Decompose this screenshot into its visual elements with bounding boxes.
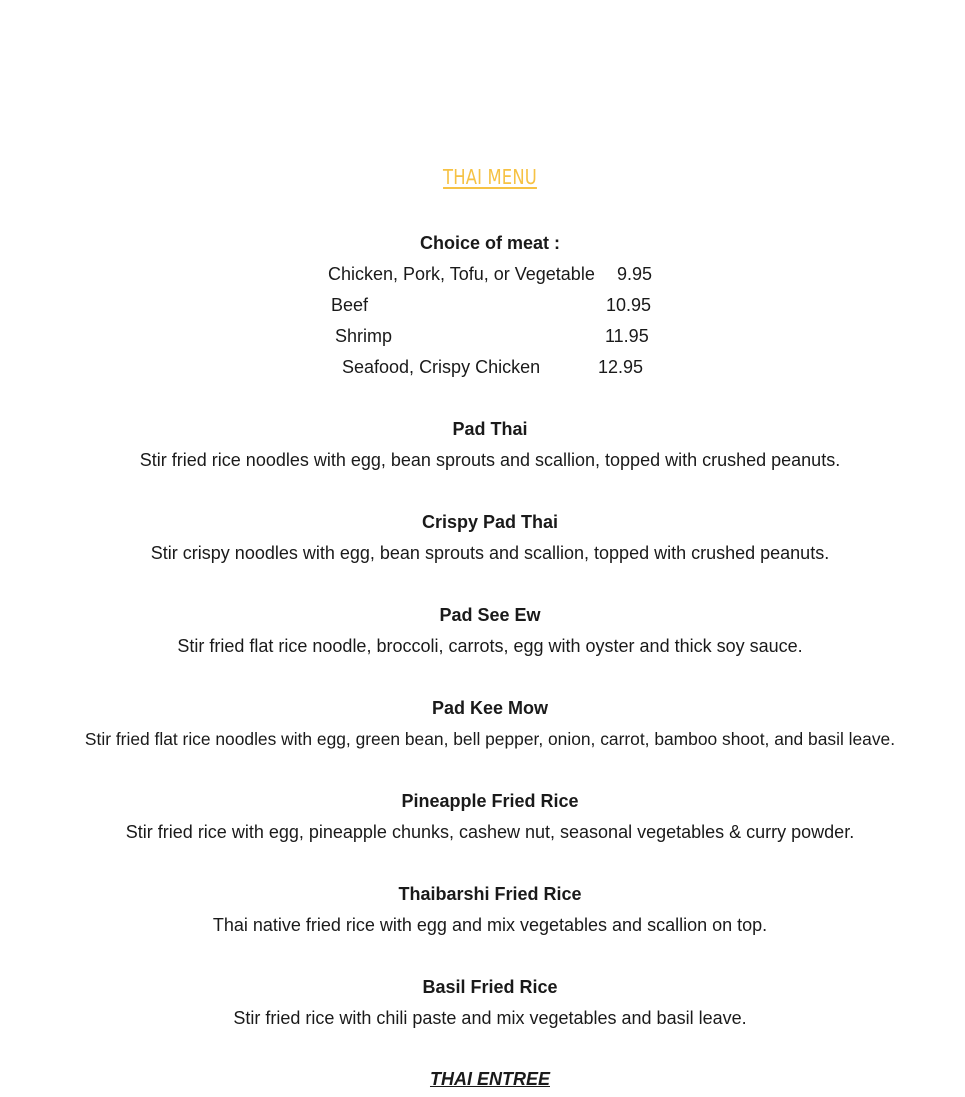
meat-option-name: Seafood, Crispy Chicken <box>342 357 541 377</box>
dish-description: Stir fried flat rice noodle, broccoli, carrots, egg with oyster and thick soy sauce. <box>177 636 803 656</box>
dish-name: Crispy Pad Thai <box>421 512 559 532</box>
meat-option-name: Beef <box>331 295 369 315</box>
dish-name: Pad Thai <box>452 419 528 439</box>
meat-heading: Choice of meat : <box>419 233 561 253</box>
meat-option-name: Chicken, Pork, Tofu, or Vegetable <box>328 264 595 284</box>
dish-description: Stir crispy noodles with egg, bean sprouts and scallion, topped with crushed peanuts. <box>150 543 830 563</box>
dish-name: Pad See Ew <box>439 605 541 625</box>
dish-name: Thaibarshi Fried Rice <box>398 884 582 904</box>
dish-description: Stir fried rice with chili paste and mix vegetables and basil leave. <box>233 1008 747 1028</box>
meat-option-name: Shrimp <box>335 326 393 346</box>
dish-name: Pineapple Fried Rice <box>401 791 579 811</box>
menu-title: THAI MENU <box>443 165 537 189</box>
dish-description: Stir fried flat rice noodles with egg, green bean, bell pepper, onion, carrot, bamboo shoot, and basil leave. <box>84 729 896 749</box>
meat-option-price: 9.95 <box>617 264 653 284</box>
dish-description: Stir fried rice noodles with egg, bean sprouts and scallion, topped with crushed peanuts. <box>139 450 841 470</box>
meat-option-price: 10.95 <box>606 295 652 315</box>
meat-option-price: 11.95 <box>605 326 649 346</box>
entree-section-title: THAI ENTREE <box>429 1069 550 1089</box>
dish-description: Stir fried rice with egg, pineapple chunks, cashew nut, seasonal vegetables & curry powder. <box>125 822 855 842</box>
dish-description: Thai native fried rice with egg and mix vegetables and scallion on top. <box>212 915 768 935</box>
meat-option-price: 12.95 <box>598 357 644 377</box>
dish-name: Pad Kee Mow <box>431 698 549 718</box>
dish-name: Basil Fried Rice <box>422 977 558 997</box>
